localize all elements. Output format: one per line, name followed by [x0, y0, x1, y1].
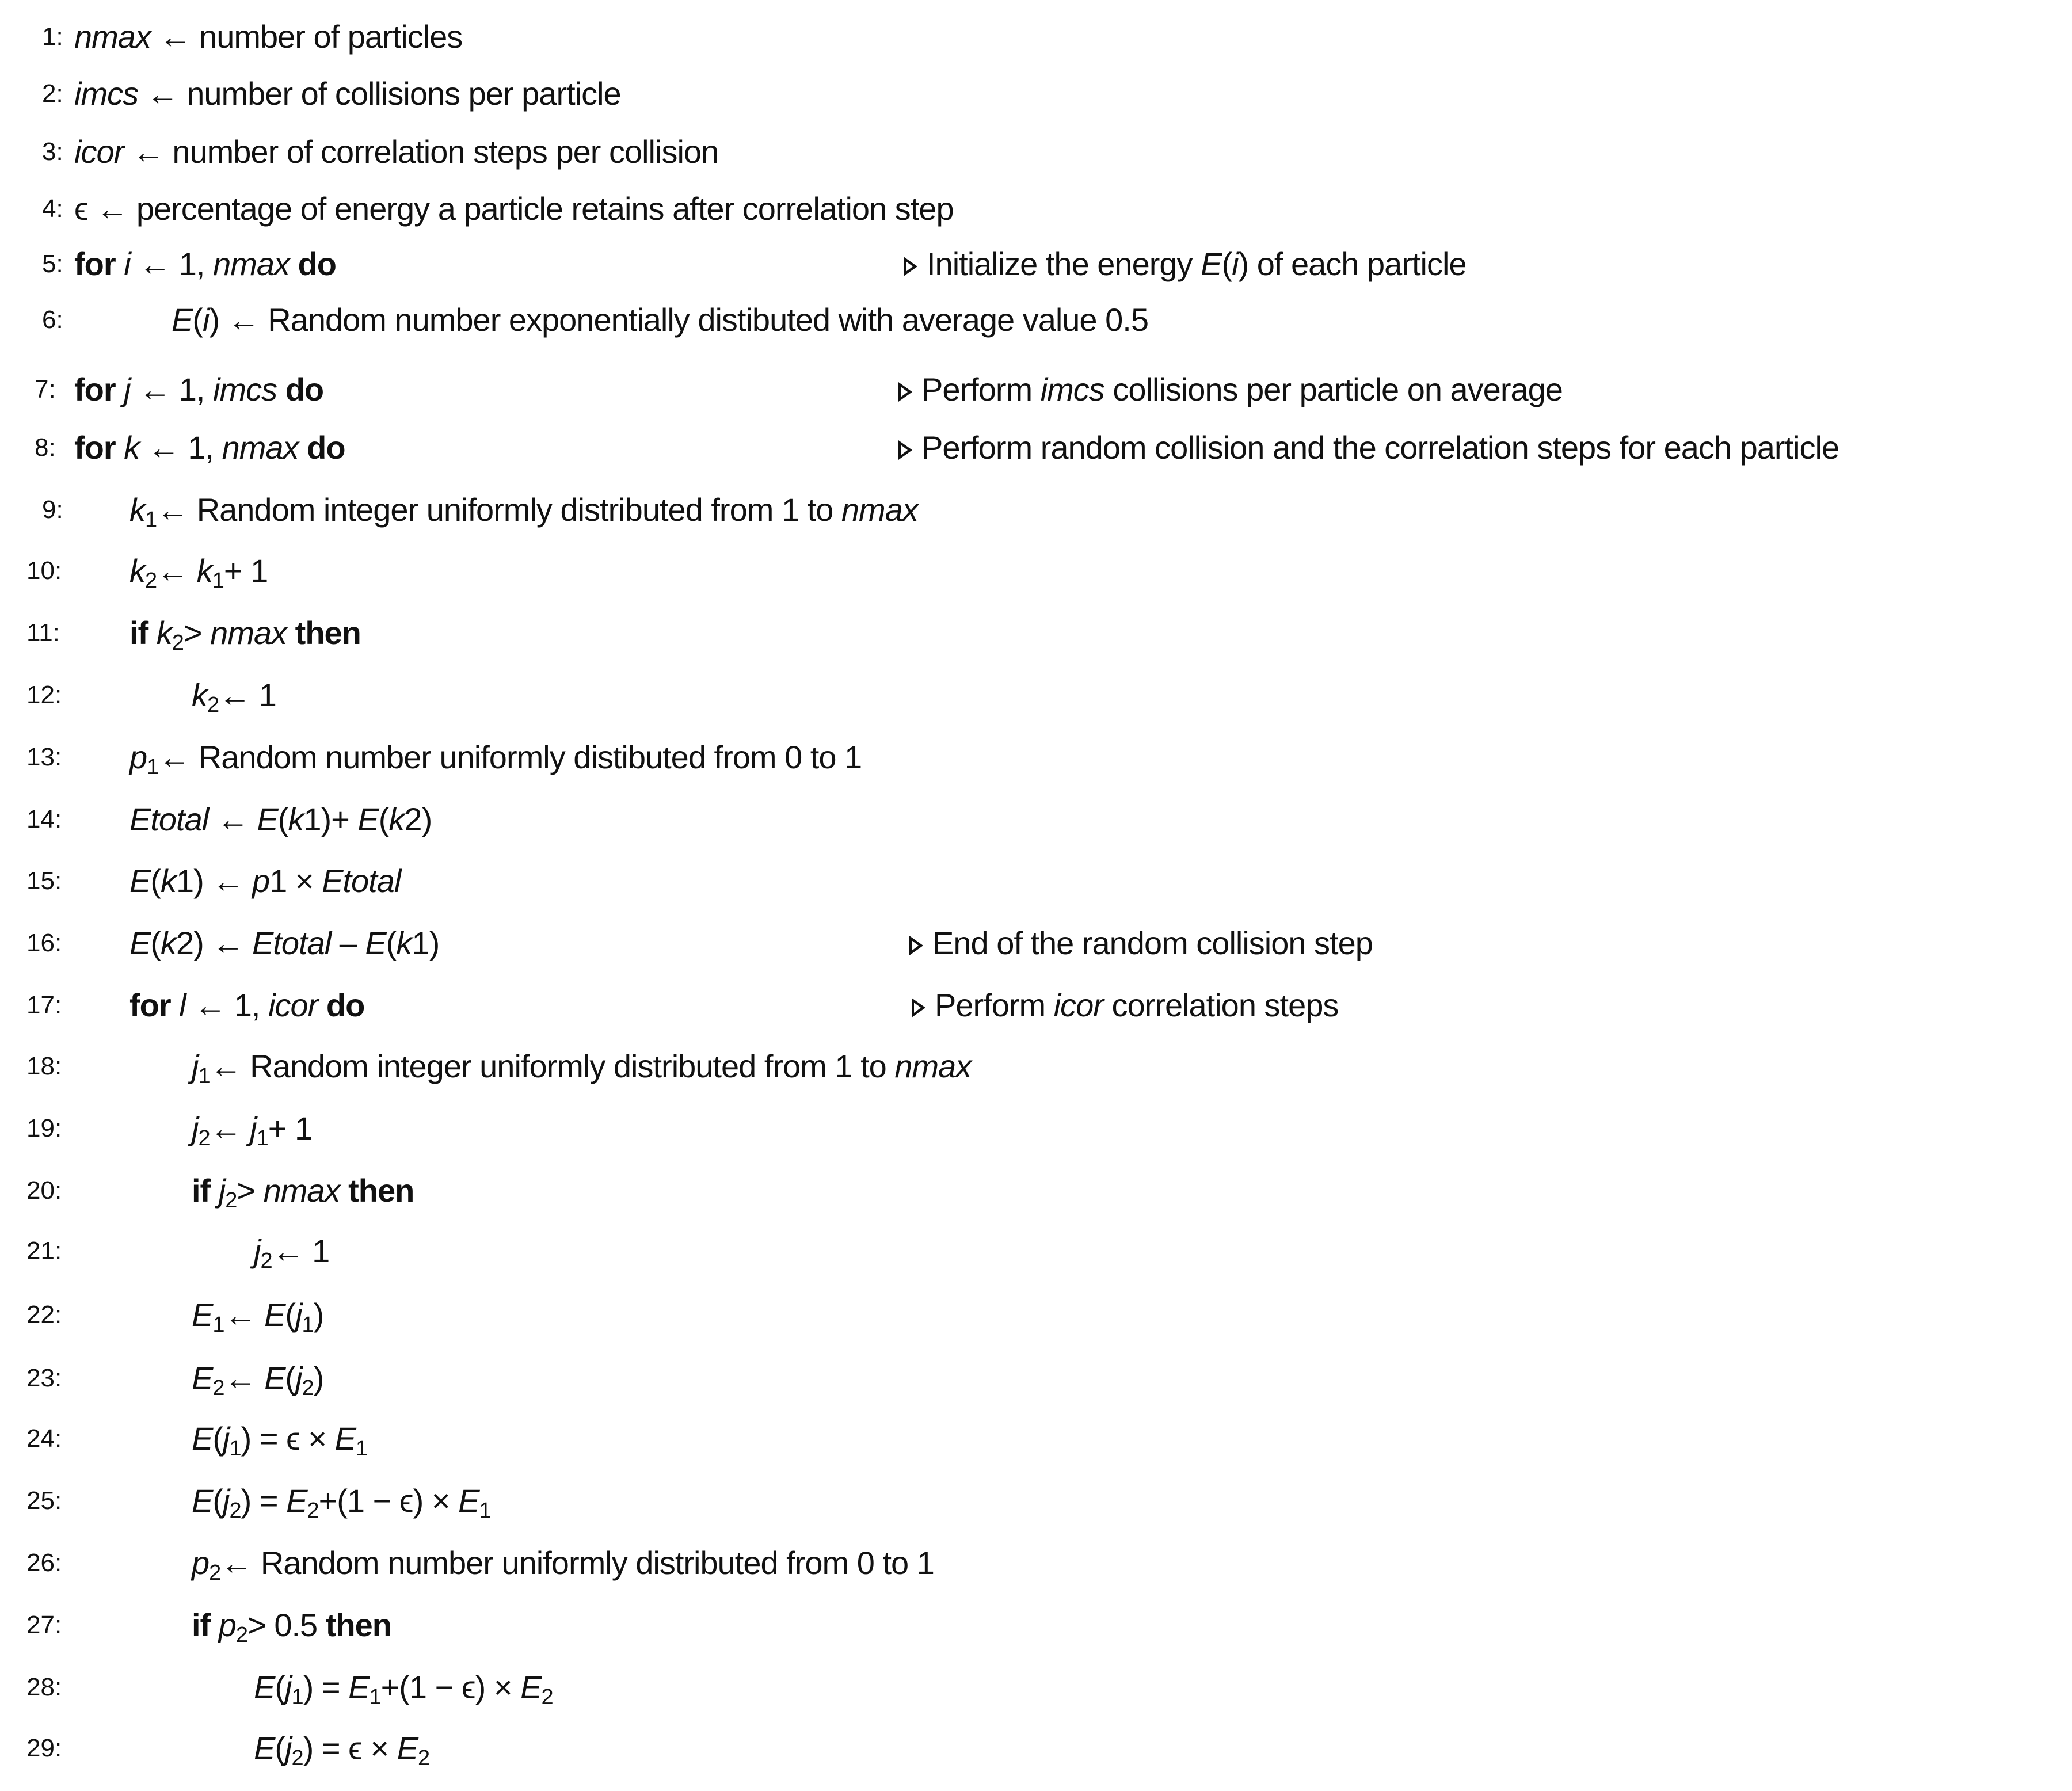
comment-triangle-icon	[912, 998, 925, 1018]
algorithm-line	[0, 1043, 2072, 1089]
text-segment: ) =	[303, 1669, 349, 1705]
line-number: 19:	[26, 1114, 62, 1142]
variable: p	[130, 739, 147, 775]
algorithm-line	[0, 1664, 2072, 1710]
text-segment: (	[285, 1360, 296, 1396]
variable: icor	[268, 987, 318, 1023]
code-statement	[192, 1602, 391, 1658]
code-statement	[192, 1416, 367, 1472]
subscript: 2	[225, 1188, 237, 1213]
text-segment: > 0.5	[247, 1607, 326, 1643]
line-number: 7:	[35, 375, 56, 403]
text-segment: (	[212, 1483, 223, 1519]
text-segment: ← Random integer uniformly distributed from 1 to	[210, 1048, 895, 1084]
keyword: for	[74, 371, 124, 407]
variable: icor	[1053, 987, 1103, 1023]
line-comment	[898, 367, 1563, 413]
variable: j	[218, 1172, 226, 1209]
variable: p	[252, 863, 270, 899]
code-statement	[192, 1292, 323, 1348]
algorithm-line	[0, 129, 2072, 175]
text-segment: (	[212, 1420, 223, 1457]
text-segment: Perform	[935, 987, 1054, 1023]
algorithm-line	[0, 797, 2072, 843]
subscript: 2	[207, 693, 219, 717]
algorithm-line	[0, 1292, 2072, 1338]
variable: nmax	[894, 1048, 972, 1084]
variable: j	[223, 1420, 230, 1457]
variable: nmax	[222, 429, 299, 466]
subscript: 1	[229, 1436, 241, 1461]
text-segment: 2)	[404, 801, 432, 837]
line-number: 21:	[26, 1237, 62, 1265]
code-statement	[130, 548, 268, 604]
text-segment: (	[378, 801, 389, 837]
code-statement	[254, 1725, 429, 1781]
line-number: 20:	[26, 1176, 62, 1205]
text-segment: (	[150, 925, 161, 961]
variable: j	[192, 1110, 199, 1146]
variable: j	[250, 1110, 257, 1146]
code-statement	[74, 14, 462, 60]
variable: j	[285, 1669, 292, 1705]
algorithm-line	[0, 548, 2072, 594]
text-segment: ) =	[241, 1483, 287, 1519]
code-statement	[254, 1664, 553, 1720]
subscript: 1	[302, 1313, 314, 1337]
variable: E	[365, 925, 386, 961]
variable: E	[348, 1669, 370, 1705]
text-segment: +(1 − ϵ) ×	[318, 1483, 459, 1519]
variable: icor	[74, 134, 124, 170]
variable: imcs	[1040, 371, 1104, 407]
subscript: 1	[256, 1126, 268, 1150]
algorithm-line	[0, 610, 2072, 656]
comment-triangle-icon	[898, 382, 912, 402]
keyword: then	[340, 1172, 414, 1209]
text-segment: correlation steps	[1103, 987, 1339, 1023]
algorithm-line	[0, 858, 2072, 904]
subscript: 2	[235, 1623, 248, 1647]
text-segment: + 1	[223, 552, 268, 589]
subscript: 1	[356, 1436, 368, 1461]
algorithm-line	[0, 1228, 2072, 1274]
variable: E	[192, 1483, 213, 1519]
line-comment	[898, 425, 1839, 471]
code-statement	[172, 297, 1148, 343]
variable: k	[192, 677, 207, 713]
variable: imcs	[74, 75, 139, 112]
line-number: 15:	[26, 867, 62, 895]
variable: k	[396, 925, 412, 961]
text-segment: ← 1,	[139, 429, 222, 466]
algorithm-line	[0, 425, 2072, 471]
text-segment: ←	[224, 1297, 265, 1333]
code-statement	[192, 1540, 934, 1596]
variable: k	[130, 491, 145, 528]
variable: E	[192, 1420, 213, 1457]
algorithm-line	[0, 71, 2072, 117]
subscript: 1	[212, 1313, 224, 1337]
line-number: 18:	[26, 1052, 62, 1080]
variable: E	[172, 302, 193, 338]
code-statement	[130, 487, 918, 543]
line-number: 27:	[26, 1611, 62, 1639]
code-statement	[254, 1228, 329, 1284]
variable: imcs	[213, 371, 277, 407]
variable: E	[192, 1360, 213, 1396]
code-statement	[192, 1106, 312, 1161]
code-statement	[74, 425, 345, 471]
variable: nmax	[74, 18, 151, 55]
subscript: 2	[172, 631, 184, 655]
variable: k	[161, 863, 177, 899]
text-segment: ← 1,	[130, 371, 214, 407]
variable: j	[124, 371, 131, 407]
text-segment: ← 1	[272, 1233, 330, 1269]
code-statement	[192, 1168, 414, 1224]
variable: nmax	[210, 615, 287, 651]
text-segment: collisions per particle on average	[1104, 371, 1563, 407]
line-number: 12:	[26, 681, 62, 709]
keyword: do	[318, 987, 365, 1023]
text-segment: ←	[208, 801, 257, 837]
variable: E	[1201, 246, 1222, 282]
subscript: 2	[209, 1561, 221, 1585]
algorithm-line	[0, 1106, 2072, 1152]
line-number: 25:	[26, 1487, 62, 1515]
code-statement	[192, 1355, 323, 1411]
variable: nmax	[263, 1172, 340, 1209]
text-segment: ← Random number uniformly distributed from 0 to 1	[220, 1545, 934, 1581]
subscript: 2	[302, 1376, 314, 1400]
code-statement	[130, 734, 862, 790]
algorithm-line	[0, 982, 2072, 1028]
text-segment: >	[183, 615, 211, 651]
text-segment: ← 1,	[185, 987, 269, 1023]
variable: E	[192, 1297, 213, 1333]
text-segment: ←	[210, 1110, 250, 1146]
subscript: 2	[260, 1249, 272, 1273]
keyword: if	[192, 1607, 219, 1643]
text-segment: Perform	[921, 371, 1041, 407]
line-number: 2:	[42, 79, 63, 108]
text-segment: (	[386, 925, 397, 961]
keyword: then	[325, 1607, 391, 1643]
keyword: for	[74, 246, 124, 282]
subscript: 1	[147, 755, 159, 779]
subscript: 2	[418, 1746, 430, 1770]
code-statement	[192, 1478, 491, 1534]
line-number: 28:	[26, 1673, 62, 1701]
algorithm-line	[0, 1168, 2072, 1214]
subscript: 1	[479, 1499, 491, 1523]
text-segment: Perform random collision and the correlation steps for each particle	[921, 429, 1839, 466]
variable: j	[285, 1730, 292, 1766]
text-segment: (	[277, 801, 288, 837]
text-segment: ← Random number uniformly distibuted from 0 to 1	[158, 739, 862, 775]
subscript: 2	[198, 1126, 210, 1150]
variable: j	[295, 1297, 302, 1333]
text-segment: +(1 − ϵ) ×	[380, 1669, 521, 1705]
algorithm-line	[0, 367, 2072, 413]
algorithm-line	[0, 487, 2072, 533]
code-statement	[130, 610, 361, 666]
keyword: do	[298, 429, 345, 466]
algorithm-line	[0, 1540, 2072, 1586]
comment-triangle-icon	[909, 936, 923, 955]
variable: k	[124, 429, 140, 466]
line-number: 5:	[42, 250, 63, 278]
text-segment: ←	[224, 1360, 265, 1396]
text-segment: )	[313, 1297, 324, 1333]
variable: nmax	[841, 491, 918, 528]
subscript: 1	[291, 1685, 303, 1709]
variable: i	[203, 302, 210, 338]
variable: E	[264, 1360, 285, 1396]
subscript: 2	[291, 1746, 303, 1770]
line-number: 3:	[42, 138, 63, 166]
subscript: 2	[307, 1499, 319, 1523]
keyword: then	[287, 615, 361, 651]
variable: k	[389, 801, 405, 837]
text-segment: (	[285, 1297, 296, 1333]
line-number: 4:	[42, 195, 63, 223]
text-segment: 1)	[412, 925, 440, 961]
code-statement	[74, 241, 336, 287]
variable: Etotal	[252, 925, 332, 961]
algorithm-line	[0, 1355, 2072, 1401]
variable: k	[196, 552, 212, 589]
subscript: 1	[198, 1064, 210, 1088]
variable: k	[288, 801, 304, 837]
text-segment: ← Random integer uniformly distributed from 1 to	[157, 491, 841, 528]
variable: j	[192, 1048, 199, 1084]
text-segment: )	[313, 1360, 324, 1396]
text-segment: (	[275, 1730, 285, 1766]
text-segment: ← 1	[219, 677, 276, 713]
code-statement	[130, 858, 401, 904]
line-number: 24:	[26, 1424, 62, 1453]
keyword: if	[192, 1172, 219, 1209]
algorithm-line	[0, 14, 2072, 60]
variable: j	[295, 1360, 302, 1396]
text-segment: ϵ ← percentage of energy a particle retains after correlation step	[74, 190, 954, 227]
line-number: 29:	[26, 1734, 62, 1762]
line-comment	[912, 982, 1338, 1028]
variable: E	[357, 801, 379, 837]
line-comment	[904, 241, 1467, 287]
text-segment: 2) ←	[176, 925, 252, 961]
text-segment: –	[331, 925, 365, 961]
subscript: 2	[229, 1499, 241, 1523]
variable: nmax	[213, 246, 290, 282]
text-segment: ) = ϵ ×	[241, 1420, 335, 1457]
code-statement	[74, 367, 323, 413]
algorithm-line	[0, 920, 2072, 966]
line-number: 16:	[26, 929, 62, 957]
text-segment: (	[192, 302, 203, 338]
algorithm-line	[0, 672, 2072, 718]
variable: E	[520, 1669, 542, 1705]
text-segment: ←	[157, 552, 197, 589]
subscript: 2	[541, 1685, 553, 1709]
code-statement	[74, 129, 718, 175]
variable: k	[130, 552, 145, 589]
text-segment: ← number of particles	[150, 18, 463, 55]
code-statement	[192, 1043, 971, 1099]
algorithm-line	[0, 186, 2072, 232]
algorithm-line	[0, 1416, 2072, 1462]
variable: k	[156, 615, 172, 651]
variable: E	[257, 801, 278, 837]
code-statement	[192, 672, 276, 728]
keyword: do	[290, 246, 336, 282]
variable: E	[254, 1730, 275, 1766]
line-number: 9:	[42, 496, 63, 524]
variable: Etotal	[322, 863, 401, 899]
algorithm-line	[0, 1602, 2072, 1648]
line-number: 6:	[42, 306, 63, 334]
text-segment: (	[275, 1669, 285, 1705]
keyword: for	[74, 429, 124, 466]
variable: E	[334, 1420, 356, 1457]
variable: k	[161, 925, 177, 961]
text-segment: >	[237, 1172, 264, 1209]
variable: E	[130, 863, 151, 899]
variable: E	[264, 1297, 285, 1333]
keyword: for	[130, 987, 180, 1023]
variable: E	[458, 1483, 479, 1519]
text-segment: ← number of correlation steps per collision	[124, 134, 719, 170]
line-number: 14:	[26, 805, 62, 833]
subscript: 2	[145, 569, 157, 593]
variable: p	[218, 1607, 236, 1643]
text-segment: 1) ←	[176, 863, 252, 899]
variable: p	[192, 1545, 210, 1581]
line-comment	[909, 920, 1373, 966]
comment-triangle-icon	[904, 257, 917, 276]
algorithm-line	[0, 1725, 2072, 1771]
variable: j	[223, 1483, 230, 1519]
variable: E	[397, 1730, 418, 1766]
line-number: 26:	[26, 1549, 62, 1577]
algorithm-line	[0, 1478, 2072, 1524]
variable: i	[1232, 246, 1239, 282]
text-segment: + 1	[268, 1110, 313, 1146]
subscript: 1	[145, 508, 157, 532]
algorithm-line	[0, 241, 2072, 287]
text-segment: ) of each particle	[1238, 246, 1467, 282]
code-statement	[130, 797, 432, 843]
line-number: 23:	[26, 1364, 62, 1392]
line-number: 10:	[26, 557, 62, 585]
line-number: 17:	[26, 991, 62, 1019]
text-segment: Initialize the energy	[927, 246, 1201, 282]
code-statement	[74, 186, 954, 232]
line-number: 13:	[26, 743, 62, 771]
variable: i	[124, 246, 131, 282]
line-number: 8:	[35, 433, 56, 462]
text-segment: ) ← Random number exponentially distibuted with average value 0.5	[209, 302, 1148, 338]
variable: E	[254, 1669, 275, 1705]
variable: E	[130, 925, 151, 961]
code-statement	[130, 982, 364, 1028]
code-statement	[74, 71, 621, 117]
algorithm-line	[0, 297, 2072, 343]
text-segment: 1 ×	[269, 863, 322, 899]
keyword: do	[277, 371, 324, 407]
subscript: 2	[212, 1376, 224, 1400]
text-segment: (	[1221, 246, 1232, 282]
text-segment: End of the random collision step	[932, 925, 1373, 961]
algorithm-line	[0, 734, 2072, 780]
keyword: if	[130, 615, 157, 651]
variable: l	[179, 987, 186, 1023]
subscript: 1	[369, 1685, 381, 1709]
variable: j	[254, 1233, 261, 1269]
code-statement	[130, 920, 439, 966]
comment-triangle-icon	[898, 440, 912, 460]
line-number: 11:	[26, 619, 60, 647]
line-number: 22:	[26, 1301, 62, 1329]
variable: E	[286, 1483, 307, 1519]
variable: Etotal	[130, 801, 209, 837]
text-segment: 1)+	[303, 801, 358, 837]
text-segment: (	[150, 863, 161, 899]
text-segment: ← 1,	[130, 246, 214, 282]
line-number: 1:	[42, 22, 63, 51]
subscript: 1	[212, 569, 224, 593]
text-segment: ) = ϵ ×	[303, 1730, 397, 1766]
text-segment: ← number of collisions per particle	[138, 75, 621, 112]
